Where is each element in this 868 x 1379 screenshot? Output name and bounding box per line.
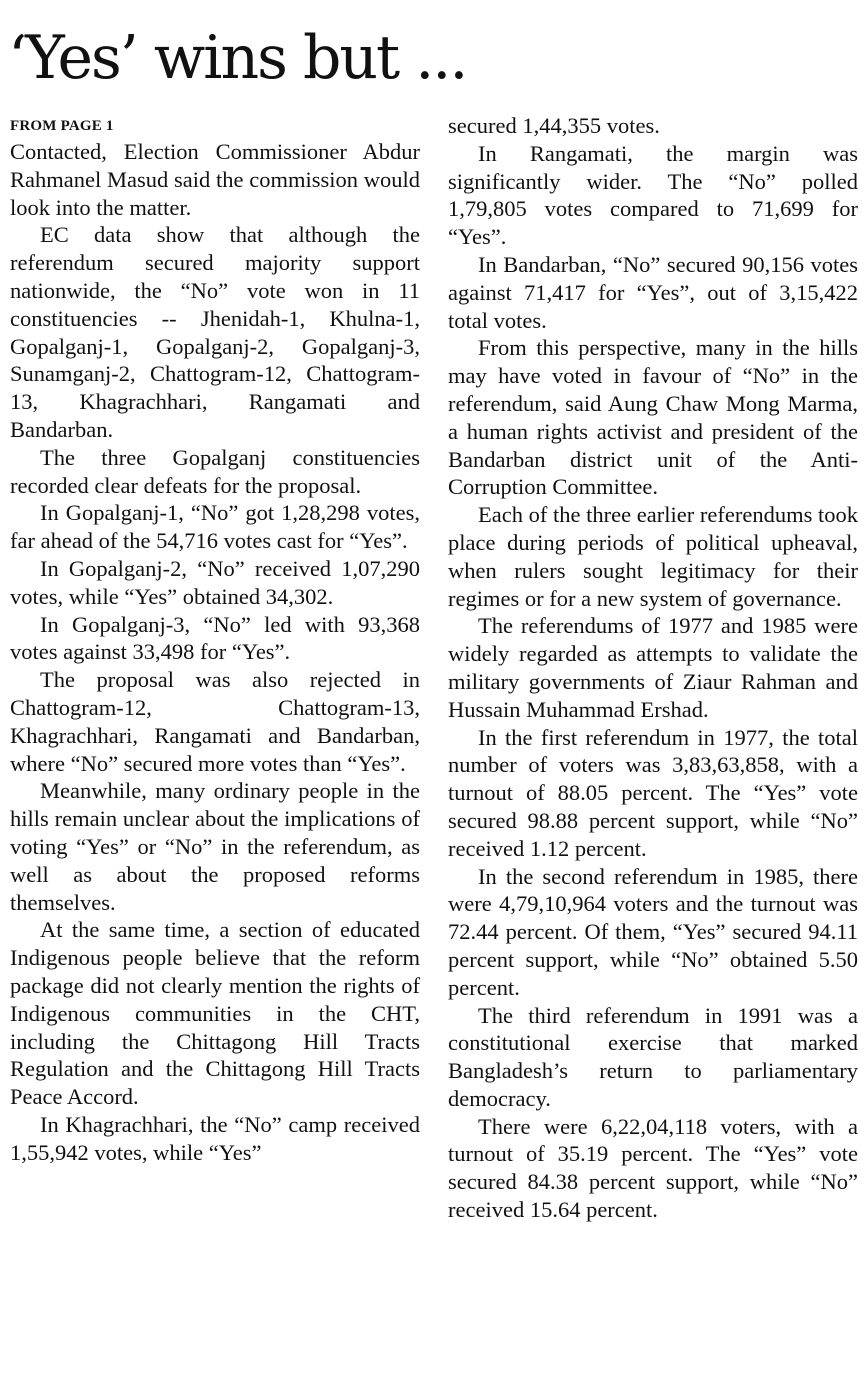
paragraph: In Bandarban, “No” secured 90,156 votes against 71,417 for “Yes”, out of 3,15,422 total votes. (448, 251, 858, 333)
paragraph: In the second referendum in 1985, there were 4,79,10,964 voters and the turnout was 72.44 percent. Of them, “Yes” secured 94.11 percent support, while “No” obtained 5.50 percent. (448, 863, 858, 1000)
paragraph: The three Gopalganj constituencies recorded clear defeats for the proposal. (10, 444, 420, 498)
paragraph: In Gopalganj-1, “No” got 1,28,298 votes, far ahead of the 54,716 votes cast for “Yes”. (10, 500, 420, 554)
article-column-left (10, 112, 420, 1166)
paragraph: The referendums of 1977 and 1985 were widely regarded as attempts to validate the military governments of Ziaur Rahman and Hussain Muhammad Ershad. (448, 613, 858, 722)
paragraph: The third referendum in 1991 was a constitutional exercise that marked Bangladesh’s return to parliamentary democracy. (448, 1002, 858, 1111)
paragraph: In Gopalganj-2, “No” received 1,07,290 votes, while “Yes” obtained 34,302. (10, 555, 420, 609)
paragraph: The proposal was also rejected in Chattogram-12, Chattogram-13, Khagrachhari, Rangamati and Bandarban, where “No” secured more votes than “Yes”. (10, 667, 420, 776)
paragraph: EC data show that although the referendum secured majority support nationwide, the “No” vote won in 11 constituencies -- Jhenidah-1, Khulna-1, Gopalganj-1, Gopalganj-2, Gopalganj-3, Sunamganj-2, Chattogram-12, Chattogram-13, Khagrachhari, Rangamati and Bandarban. (10, 222, 420, 442)
article-column-right (448, 112, 858, 1224)
headline: ‘Yes’ wins but ... (8, 23, 467, 93)
paragraph: At the same time, a section of educated Indigenous people believe that the reform package did not clearly mention the rights of Indigenous communities in the CHT, including the Chittagong Hill Tracts Regulation and the Chittagong Hill Tracts Peace Accord. (10, 917, 420, 1110)
paragraph: Meanwhile, many ordinary people in the hills remain unclear about the implications of voting “Yes” or “No” in the referendum, as well as about the proposed reforms themselves. (10, 778, 420, 915)
paragraph-continuation: secured 1,44,355 votes. (448, 113, 660, 138)
paragraph: Each of the three earlier referendums took place during periods of political upheaval, when rulers sought legitimacy for their regimes or for a new system of governance. (448, 502, 858, 611)
paragraph: Contacted, Election Commissioner Abdur Rahmanel Masud said the commission would look into the matter. (10, 139, 420, 220)
paragraph: In Khagrachhari, the “No” camp received 1,55,942 votes, while “Yes” (10, 1111, 420, 1165)
paragraph: In Gopalganj-3, “No” led with 93,368 votes against 33,498 for “Yes”. (10, 611, 420, 665)
paragraph: In the first referendum in 1977, the total number of voters was 3,83,63,858, with a turnout of 88.05 percent. The “Yes” vote secured 98.88 percent support, while “No” received 1.12 percent. (448, 724, 858, 861)
paragraph: In Rangamati, the margin was significantly wider. The “No” polled 1,79,805 votes compared to 71,699 for “Yes”. (448, 140, 858, 250)
kicker-from-page: FROM PAGE 1 (10, 118, 114, 134)
paragraph: From this perspective, many in the hills may have voted in favour of “No” in the referendum, said Aung Chaw Mong Marma, a human rights activist and president of the Bandarban district unit of the Anti-Corruption Committee. (448, 335, 858, 500)
paragraph: There were 6,22,04,118 voters, with a turnout of 35.19 percent. The “Yes” vote secured 84.38 percent support, while “No” received 15.64 percent. (448, 1113, 858, 1223)
